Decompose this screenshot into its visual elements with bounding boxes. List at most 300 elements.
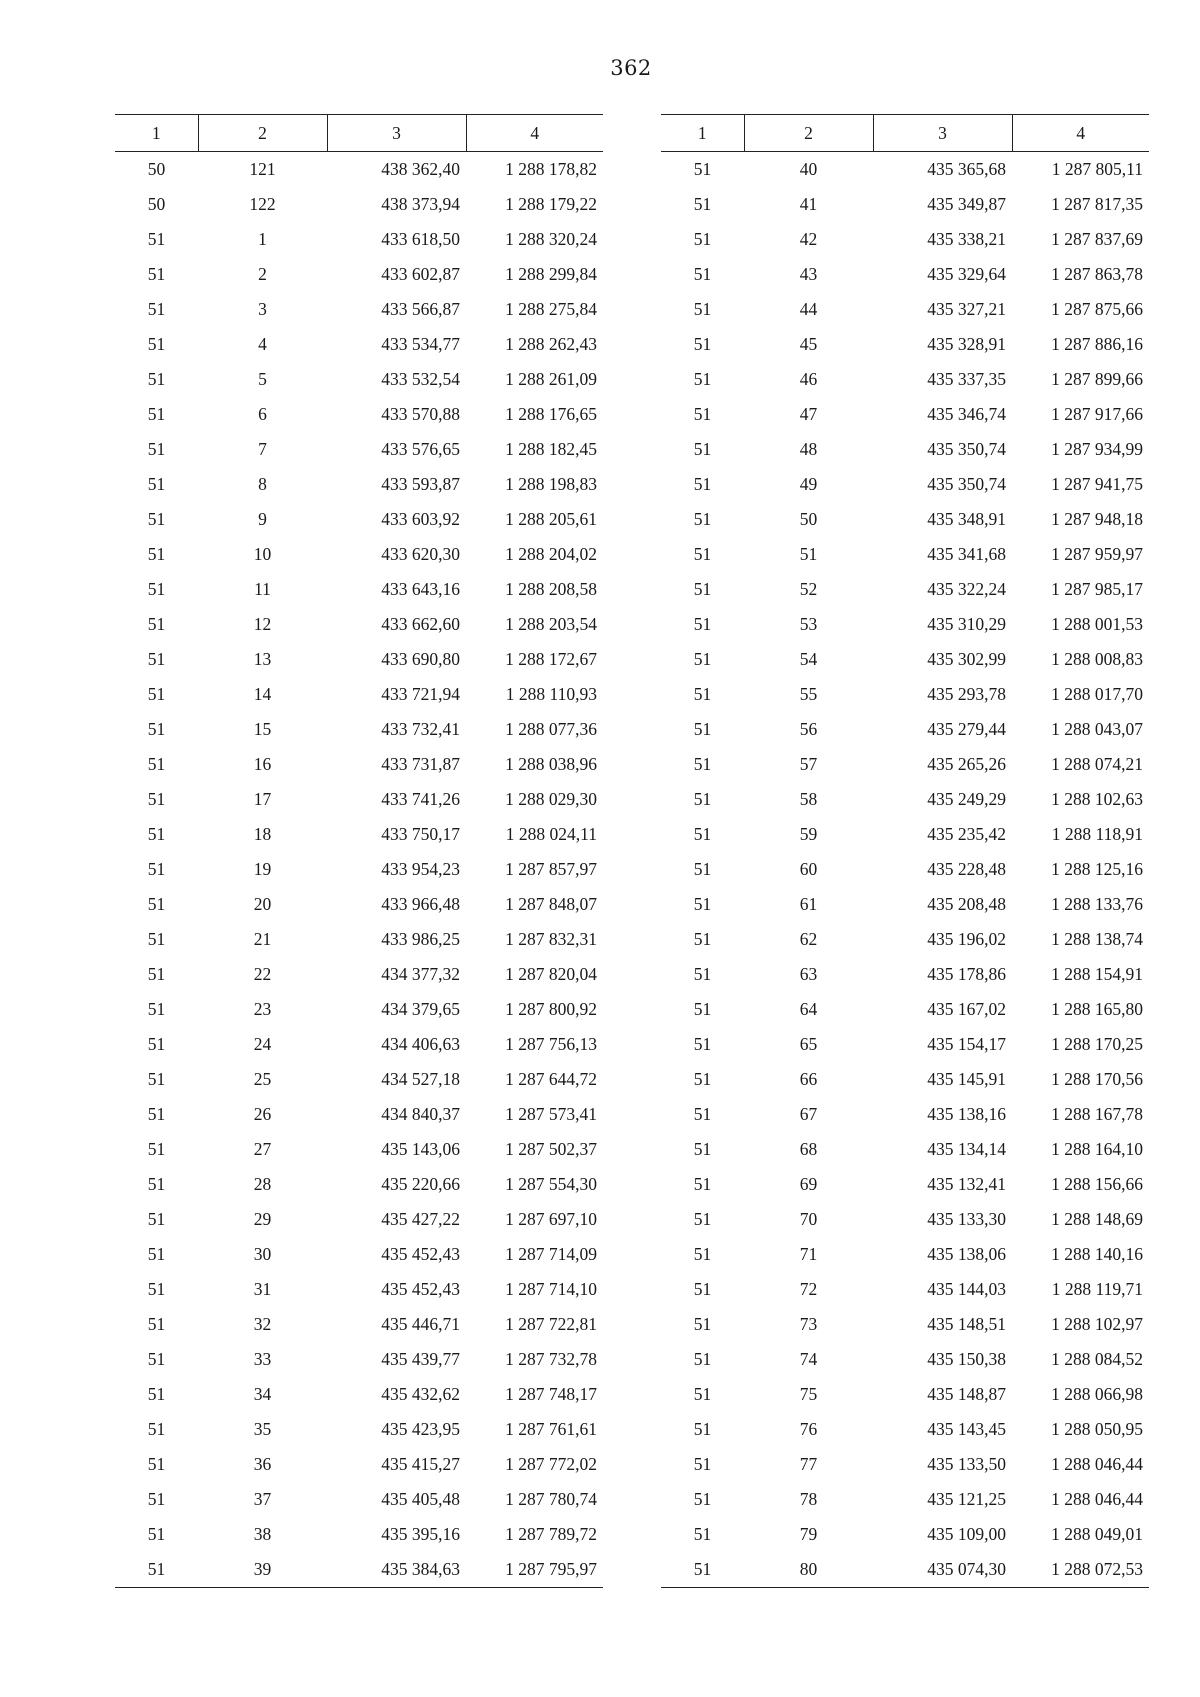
table-row	[115, 712, 603, 747]
table-header-row	[115, 115, 603, 152]
table-row	[661, 852, 1149, 887]
table-cell-col3: 435 196,02	[927, 929, 1006, 949]
table-row	[661, 397, 1149, 432]
table-cell-col1: 51	[693, 1069, 712, 1089]
table-row	[115, 642, 603, 677]
table-cell-col2: 74	[799, 1349, 818, 1369]
table-cell-col4: 1 287 817,35	[1051, 194, 1143, 214]
table-cell-col2: 57	[799, 754, 818, 774]
table-cell-col2: 58	[799, 789, 818, 809]
table-cell-col3: 435 143,45	[927, 1419, 1006, 1439]
table-row	[661, 1447, 1149, 1482]
table-cell-col3: 435 349,87	[927, 194, 1006, 214]
table-cell-col1: 51	[693, 1384, 712, 1404]
table-row	[661, 957, 1149, 992]
table-cell-col1: 51	[693, 754, 712, 774]
table-cell-col3: 435 144,03	[927, 1279, 1006, 1299]
table-cell-col3: 435 350,74	[927, 439, 1006, 459]
table-cell-col1: 51	[147, 1209, 166, 1229]
table-cell-col2: 53	[799, 614, 818, 634]
table-cell-col1: 51	[147, 579, 166, 599]
table-cell-col3: 435 121,25	[927, 1489, 1006, 1509]
table-row	[661, 1097, 1149, 1132]
table-cell-col3: 433 721,94	[381, 684, 460, 704]
table-cell-col2: 9	[258, 509, 267, 529]
table-row	[115, 1202, 603, 1237]
table-cell-col2: 61	[799, 894, 818, 914]
table-cell-col4: 1 288 170,25	[1051, 1034, 1143, 1054]
table-cell-col1: 51	[693, 1209, 712, 1229]
table-cell-col1: 51	[693, 439, 712, 459]
table-cell-col2: 78	[799, 1489, 818, 1509]
table-cell-col3: 435 446,71	[381, 1314, 460, 1334]
table-cell-col4: 1 287 772,02	[505, 1454, 597, 1474]
table-cell-col2: 35	[253, 1419, 272, 1439]
table-row	[115, 957, 603, 992]
table-cell-col3: 435 293,78	[927, 684, 1006, 704]
table-cell-col3: 435 338,21	[927, 229, 1006, 249]
table-cell-col3: 435 310,29	[927, 614, 1006, 634]
table-cell-col2: 59	[799, 824, 818, 844]
table-row	[115, 152, 603, 188]
table-cell-col2: 79	[799, 1524, 818, 1544]
table-cell-col3: 435 148,51	[927, 1314, 1006, 1334]
table-row	[115, 327, 603, 362]
table-cell-col2: 21	[253, 929, 272, 949]
table-row	[661, 1517, 1149, 1552]
table-cell-col4: 1 288 043,07	[1051, 719, 1143, 739]
table-row	[661, 712, 1149, 747]
table-cell-col1: 51	[147, 754, 166, 774]
table-row	[661, 1342, 1149, 1377]
table-cell-col2: 67	[799, 1104, 818, 1124]
table-cell-col3: 435 328,91	[927, 334, 1006, 354]
table-row	[661, 1027, 1149, 1062]
table-cell-col1: 51	[147, 439, 166, 459]
table-header-row	[661, 115, 1149, 152]
table-cell-col3: 435 452,43	[381, 1279, 460, 1299]
table-cell-col4: 1 288 148,69	[1051, 1209, 1143, 1229]
table-cell-col4: 1 287 857,97	[505, 859, 597, 879]
table-cell-col2: 38	[253, 1524, 272, 1544]
table-cell-col3: 435 427,22	[381, 1209, 460, 1229]
table-cell-col2: 121	[249, 159, 276, 179]
column-header-2: 2	[198, 115, 327, 152]
table-row	[115, 1097, 603, 1132]
table-cell-col4: 1 288 046,44	[1051, 1489, 1143, 1509]
table-cell-col2: 22	[253, 964, 272, 984]
table-cell-col3: 435 145,91	[927, 1069, 1006, 1089]
column-header-2: 2	[744, 115, 873, 152]
table-cell-col1: 51	[147, 1034, 166, 1054]
table-cell-col1: 51	[693, 1174, 712, 1194]
table-cell-col2: 31	[253, 1279, 272, 1299]
table-cell-col4: 1 287 805,11	[1051, 159, 1143, 179]
table-cell-col1: 51	[147, 509, 166, 529]
table-cell-col3: 435 154,17	[927, 1034, 1006, 1054]
table-row	[661, 607, 1149, 642]
table-cell-col3: 435 452,43	[381, 1244, 460, 1264]
table-cell-col4: 1 288 170,56	[1051, 1069, 1143, 1089]
table-cell-col2: 28	[253, 1174, 272, 1194]
table-cell-col1: 51	[147, 299, 166, 319]
table-cell-col2: 80	[799, 1559, 818, 1579]
table-cell-col4: 1 287 780,74	[505, 1489, 597, 1509]
table-cell-col1: 51	[693, 894, 712, 914]
table-cell-col1: 51	[147, 369, 166, 389]
table-cell-col3: 433 570,88	[381, 404, 460, 424]
table-row	[661, 992, 1149, 1027]
table-row	[661, 1307, 1149, 1342]
table-cell-col1: 51	[147, 1559, 166, 1579]
table-cell-col2: 16	[253, 754, 272, 774]
table-cell-col2: 62	[799, 929, 818, 949]
table-cell-col4: 1 288 204,02	[505, 544, 597, 564]
table-row	[661, 1167, 1149, 1202]
table-row	[115, 257, 603, 292]
table-row	[115, 922, 603, 957]
table-cell-col2: 27	[253, 1139, 272, 1159]
table-cell-col3: 435 138,16	[927, 1104, 1006, 1124]
table-cell-col1: 51	[693, 684, 712, 704]
table-cell-col1: 51	[147, 649, 166, 669]
page-number: 362	[610, 56, 652, 80]
table-row	[661, 187, 1149, 222]
table-row	[661, 677, 1149, 712]
table-cell-col1: 51	[693, 369, 712, 389]
table-cell-col4: 1 287 985,17	[1051, 579, 1143, 599]
table-cell-col2: 44	[799, 299, 818, 319]
table-cell-col2: 26	[253, 1104, 272, 1124]
table-cell-col4: 1 287 899,66	[1051, 369, 1143, 389]
column-header-4: 4	[1012, 115, 1149, 152]
table-cell-col4: 1 288 172,67	[505, 649, 597, 669]
table-cell-col4: 1 287 959,97	[1051, 544, 1143, 564]
table-cell-col4: 1 287 848,07	[505, 894, 597, 914]
table-cell-col3: 435 346,74	[927, 404, 1006, 424]
coordinates-table-left	[115, 114, 603, 1588]
table-cell-col2: 36	[253, 1454, 272, 1474]
table-cell-col3: 438 373,94	[381, 194, 460, 214]
table-cell-col2: 24	[253, 1034, 272, 1054]
table-cell-col3: 433 741,26	[381, 789, 460, 809]
table-row	[115, 362, 603, 397]
table-cell-col4: 1 287 697,10	[505, 1209, 597, 1229]
table-cell-col1: 51	[693, 824, 712, 844]
table-cell-col2: 1	[258, 229, 267, 249]
column-header-4: 4	[466, 115, 603, 152]
table-cell-col2: 43	[799, 264, 818, 284]
table-row	[115, 1237, 603, 1272]
table-cell-col1: 51	[147, 1454, 166, 1474]
table-cell-col3: 434 377,32	[381, 964, 460, 984]
table-cell-col4: 1 288 261,09	[505, 369, 597, 389]
table-cell-col3: 433 576,65	[381, 439, 460, 459]
table-cell-col1: 51	[147, 1244, 166, 1264]
table-cell-col4: 1 288 165,80	[1051, 999, 1143, 1019]
table-cell-col4: 1 288 017,70	[1051, 684, 1143, 704]
table-cell-col2: 39	[253, 1559, 272, 1579]
table-cell-col3: 433 643,16	[381, 579, 460, 599]
table-cell-col1: 51	[147, 1384, 166, 1404]
table-row	[661, 782, 1149, 817]
table-cell-col1: 51	[147, 1174, 166, 1194]
table-cell-col2: 29	[253, 1209, 272, 1229]
table-cell-col4: 1 288 102,63	[1051, 789, 1143, 809]
table-row	[661, 1202, 1149, 1237]
table-cell-col3: 433 620,30	[381, 544, 460, 564]
table-cell-col4: 1 288 024,11	[505, 824, 597, 844]
table-cell-col1: 51	[147, 1524, 166, 1544]
table-cell-col1: 51	[693, 1244, 712, 1264]
table-cell-col3: 433 954,23	[381, 859, 460, 879]
coordinates-table-right	[661, 114, 1149, 1588]
table-cell-col4: 1 287 886,16	[1051, 334, 1143, 354]
table-cell-col4: 1 288 001,53	[1051, 614, 1143, 634]
table-cell-col4: 1 288 074,21	[1051, 754, 1143, 774]
table-cell-col4: 1 287 948,18	[1051, 509, 1143, 529]
table-cell-col2: 18	[253, 824, 272, 844]
table-cell-col1: 51	[147, 614, 166, 634]
table-row	[661, 572, 1149, 607]
table-cell-col2: 55	[799, 684, 818, 704]
table-cell-col1: 51	[147, 1489, 166, 1509]
table-cell-col4: 1 288 262,43	[505, 334, 597, 354]
table-row	[115, 572, 603, 607]
table-cell-col4: 1 288 077,36	[505, 719, 597, 739]
table-cell-col2: 34	[253, 1384, 272, 1404]
table-cell-col2: 71	[799, 1244, 818, 1264]
table-cell-col4: 1 288 072,53	[1051, 1559, 1143, 1579]
table-cell-col3: 433 986,25	[381, 929, 460, 949]
table-cell-col3: 433 566,87	[381, 299, 460, 319]
table-cell-col2: 73	[799, 1314, 818, 1334]
table-body	[661, 152, 1149, 1588]
table-cell-col3: 433 532,54	[381, 369, 460, 389]
table-cell-col4: 1 287 800,92	[505, 999, 597, 1019]
table-cell-col2: 77	[799, 1454, 818, 1474]
table-cell-col4: 1 288 049,01	[1051, 1524, 1143, 1544]
table-cell-col3: 433 750,17	[381, 824, 460, 844]
table-cell-col1: 51	[693, 1454, 712, 1474]
table-row	[115, 1132, 603, 1167]
table-cell-col1: 51	[147, 859, 166, 879]
table-cell-col1: 51	[147, 684, 166, 704]
table-row	[661, 292, 1149, 327]
table-row	[115, 677, 603, 712]
table-row	[115, 432, 603, 467]
table-cell-col2: 52	[799, 579, 818, 599]
table-cell-col2: 68	[799, 1139, 818, 1159]
table-cell-col1: 51	[147, 1279, 166, 1299]
table-cell-col2: 4	[258, 334, 267, 354]
table-cell-col3: 435 138,06	[927, 1244, 1006, 1264]
table-cell-col4: 1 288 179,22	[505, 194, 597, 214]
table-cell-col3: 433 618,50	[381, 229, 460, 249]
table-cell-col2: 122	[249, 194, 276, 214]
table-cell-col1: 51	[693, 1104, 712, 1124]
table-cell-col2: 8	[258, 474, 267, 494]
table-cell-col2: 45	[799, 334, 818, 354]
table-cell-col4: 1 287 732,78	[505, 1349, 597, 1369]
table-cell-col2: 13	[253, 649, 272, 669]
table-cell-col2: 23	[253, 999, 272, 1019]
table-row	[115, 817, 603, 852]
table-row	[661, 537, 1149, 572]
table-cell-col4: 1 288 102,97	[1051, 1314, 1143, 1334]
table-cell-col2: 5	[258, 369, 267, 389]
table-cell-col3: 435 235,42	[927, 824, 1006, 844]
table-row	[661, 1552, 1149, 1588]
table-cell-col3: 433 966,48	[381, 894, 460, 914]
table-cell-col1: 51	[693, 509, 712, 529]
table-cell-col1: 51	[693, 964, 712, 984]
table-cell-col3: 435 208,48	[927, 894, 1006, 914]
table-cell-col4: 1 288 029,30	[505, 789, 597, 809]
table-cell-col2: 33	[253, 1349, 272, 1369]
table-cell-col4: 1 288 118,91	[1051, 824, 1143, 844]
table-row	[661, 817, 1149, 852]
table-cell-col3: 435 341,68	[927, 544, 1006, 564]
table-cell-col1: 51	[693, 614, 712, 634]
table-cell-col4: 1 288 066,98	[1051, 1384, 1143, 1404]
table-cell-col1: 51	[693, 719, 712, 739]
table-cell-col1: 51	[693, 159, 712, 179]
table-cell-col4: 1 287 863,78	[1051, 264, 1143, 284]
table-cell-col1: 51	[693, 1034, 712, 1054]
table-cell-col3: 435 148,87	[927, 1384, 1006, 1404]
table-cell-col2: 3	[258, 299, 267, 319]
table-cell-col2: 56	[799, 719, 818, 739]
table-cell-col3: 433 534,77	[381, 334, 460, 354]
table-cell-col3: 435 322,24	[927, 579, 1006, 599]
table-cell-col4: 1 287 722,81	[505, 1314, 597, 1334]
table-cell-col3: 435 348,91	[927, 509, 1006, 529]
table-row	[661, 1272, 1149, 1307]
table-cell-col3: 434 840,37	[381, 1104, 460, 1124]
table-cell-col1: 51	[693, 1349, 712, 1369]
table-cell-col1: 51	[693, 404, 712, 424]
table-cell-col4: 1 287 554,30	[505, 1174, 597, 1194]
table-cell-col1: 51	[147, 929, 166, 949]
table-cell-col3: 435 432,62	[381, 1384, 460, 1404]
table-cell-col4: 1 287 941,75	[1051, 474, 1143, 494]
table-cell-col3: 435 350,74	[927, 474, 1006, 494]
table-row	[661, 642, 1149, 677]
table-cell-col1: 51	[147, 229, 166, 249]
table-cell-col2: 75	[799, 1384, 818, 1404]
table-cell-col2: 19	[253, 859, 272, 879]
table-row	[661, 1237, 1149, 1272]
table-cell-col4: 1 287 934,99	[1051, 439, 1143, 459]
table-cell-col1: 51	[693, 1489, 712, 1509]
table-cell-col2: 25	[253, 1069, 272, 1089]
table-cell-col1: 51	[693, 544, 712, 564]
table-row	[115, 222, 603, 257]
table-row	[115, 1482, 603, 1517]
table-cell-col1: 51	[147, 999, 166, 1019]
table-row	[115, 887, 603, 922]
table-row	[115, 1272, 603, 1307]
table-cell-col3: 433 731,87	[381, 754, 460, 774]
table-row	[115, 467, 603, 502]
table-cell-col1: 51	[147, 474, 166, 494]
table-cell-col4: 1 287 917,66	[1051, 404, 1143, 424]
table-cell-col1: 51	[147, 789, 166, 809]
table-row	[661, 922, 1149, 957]
table-cell-col2: 50	[799, 509, 818, 529]
table-cell-col2: 12	[253, 614, 272, 634]
table-cell-col2: 66	[799, 1069, 818, 1089]
table-cell-col3: 435 167,02	[927, 999, 1006, 1019]
table-cell-col1: 51	[147, 824, 166, 844]
table-row	[115, 1447, 603, 1482]
table-cell-col4: 1 288 125,16	[1051, 859, 1143, 879]
table-cell-col3: 435 302,99	[927, 649, 1006, 669]
table-row	[661, 1377, 1149, 1412]
table-cell-col1: 51	[147, 1069, 166, 1089]
table-cell-col3: 435 228,48	[927, 859, 1006, 879]
table-cell-col4: 1 288 176,65	[505, 404, 597, 424]
table-row	[115, 397, 603, 432]
table-row	[115, 1342, 603, 1377]
table-cell-col4: 1 288 008,83	[1051, 649, 1143, 669]
table-cell-col2: 11	[254, 579, 271, 599]
table-cell-col3: 435 074,30	[927, 1559, 1006, 1579]
table-cell-col1: 51	[147, 894, 166, 914]
table-cell-col4: 1 287 714,10	[505, 1279, 597, 1299]
table-cell-col3: 433 732,41	[381, 719, 460, 739]
table-cell-col3: 438 362,40	[381, 159, 460, 179]
table-row	[115, 1167, 603, 1202]
table-cell-col2: 51	[799, 544, 818, 564]
column-header-1: 1	[151, 122, 161, 143]
table-cell-col4: 1 287 502,37	[505, 1139, 597, 1159]
table-cell-col3: 435 365,68	[927, 159, 1006, 179]
table-cell-col4: 1 288 140,16	[1051, 1244, 1143, 1264]
table-cell-col1: 51	[693, 334, 712, 354]
table-cell-col4: 1 287 748,17	[505, 1384, 597, 1404]
table-cell-col3: 434 379,65	[381, 999, 460, 1019]
table-cell-col1: 51	[693, 649, 712, 669]
table-cell-col2: 37	[253, 1489, 272, 1509]
table-cell-col1: 51	[693, 1419, 712, 1439]
table-row	[115, 782, 603, 817]
table-row	[115, 1377, 603, 1412]
table-cell-col4: 1 288 050,95	[1051, 1419, 1143, 1439]
table-cell-col3: 433 690,80	[381, 649, 460, 669]
table-cell-col1: 51	[693, 299, 712, 319]
table-cell-col1: 51	[147, 264, 166, 284]
table-cell-col3: 435 134,14	[927, 1139, 1006, 1159]
table-cell-col3: 435 220,66	[381, 1174, 460, 1194]
table-cell-col4: 1 287 789,72	[505, 1524, 597, 1544]
table-row	[661, 432, 1149, 467]
table-cell-col3: 435 178,86	[927, 964, 1006, 984]
table-cell-col1: 51	[147, 1139, 166, 1159]
column-header-3: 3	[327, 115, 466, 152]
table-cell-col4: 1 288 138,74	[1051, 929, 1143, 949]
table-row	[115, 747, 603, 782]
table-cell-col3: 433 603,92	[381, 509, 460, 529]
table-cell-col1: 51	[147, 544, 166, 564]
table-row	[115, 502, 603, 537]
table-cell-col2: 7	[258, 439, 267, 459]
table-cell-col1: 51	[693, 1559, 712, 1579]
table-row	[115, 607, 603, 642]
table-cell-col3: 435 415,27	[381, 1454, 460, 1474]
table-cell-col4: 1 288 154,91	[1051, 964, 1143, 984]
